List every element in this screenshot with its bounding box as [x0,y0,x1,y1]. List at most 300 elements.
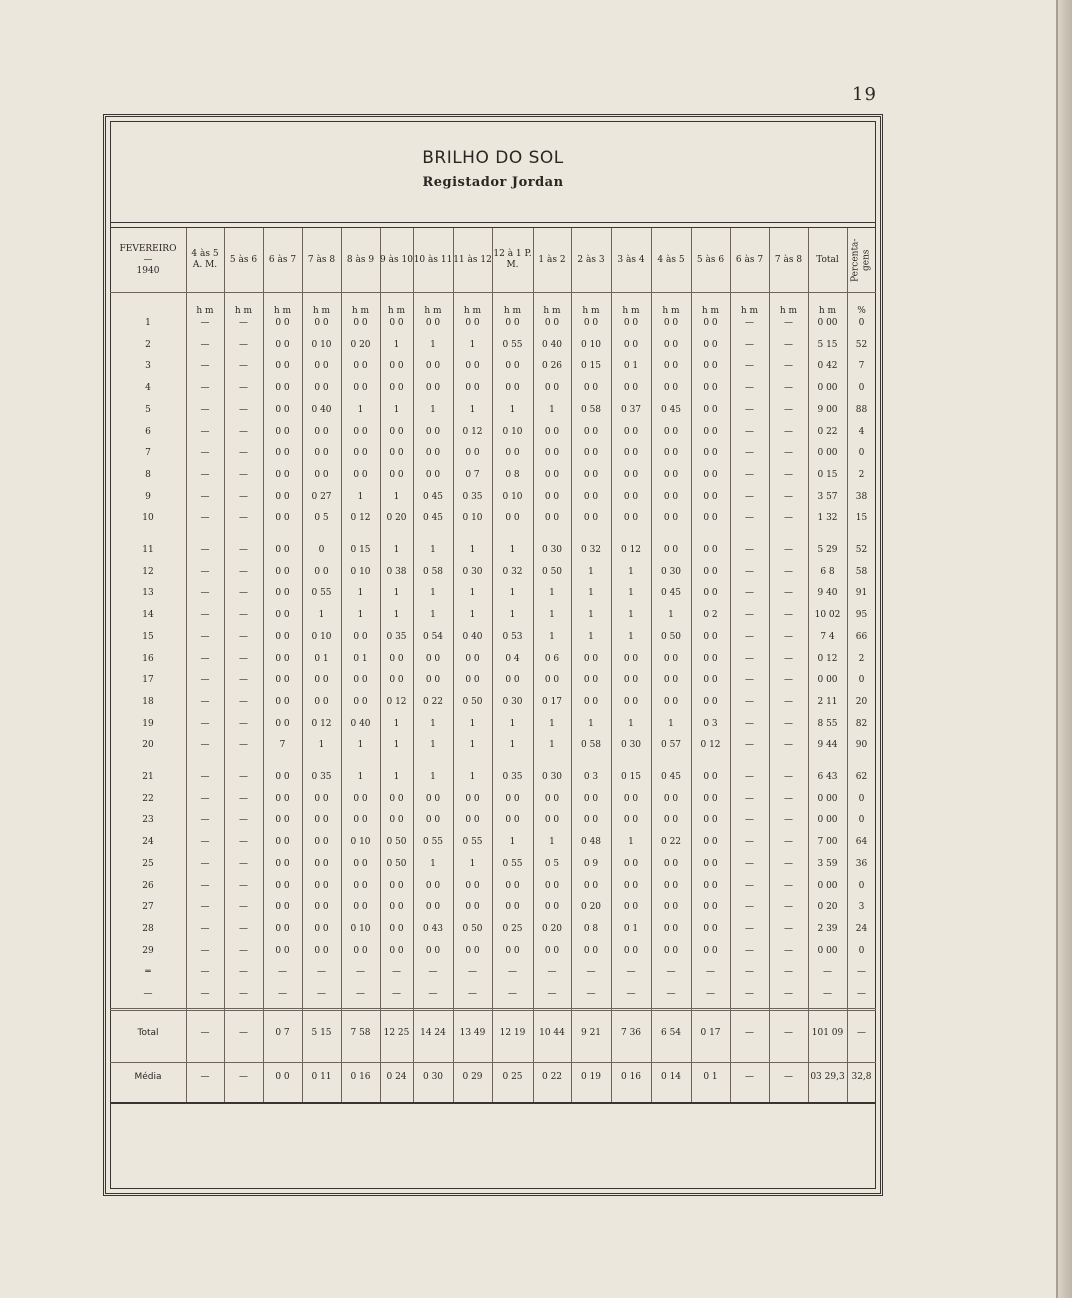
column-divider [224,228,225,1102]
table-cell: 1 [588,631,594,642]
table-cell: — [745,404,754,415]
table-cell: 1 [393,588,400,599]
table-cell: 1 [469,740,476,751]
table-cell: 0 0 [389,383,404,394]
total-cell: 12 19 [499,1028,526,1038]
table-cell: 0 40 [462,631,483,642]
table-cell: — [200,610,210,621]
table-cell: 0 0 [389,923,404,934]
table-cell: 1 [509,718,516,729]
header-month-line: — [143,254,153,265]
table-cell: — [200,383,210,394]
table-cell: 0 0 [703,426,718,437]
table-cell: 0 0 [465,361,480,372]
row-day-label: 14 [142,610,154,621]
table-cell: — [239,404,248,415]
unit-label: h m [701,306,720,316]
table-cell: 0 0 [425,469,441,480]
header-hour-column: 10 às 11 [413,254,453,265]
table-cell: 0 12 [620,545,642,555]
row-day-label: 5 [145,404,151,415]
table-cell: 0 0 [703,339,718,350]
table-cell: 0 0 [623,491,639,502]
table-cell: 0 40 [311,404,332,415]
row-day-label: 6 [145,426,151,437]
table-cell: 1 [393,718,400,729]
table-cell: 0 0 [623,426,639,437]
table-cell: 0 50 [541,566,563,577]
table-cell: 0 0 [703,772,718,782]
table-cell: 0 53 [502,631,523,642]
media-cell: 0 30 [422,1072,444,1082]
table-cell: — [239,880,248,891]
table-cell: 0 0 [703,858,718,869]
page-subtitle: Registador Jordan [422,175,564,190]
row-day-label: 24 [142,837,154,848]
column-divider [651,228,652,1102]
table-cell: 0 0 [703,361,718,372]
table-cell: 0 43 [422,923,444,934]
row-day-label: 23 [142,815,154,826]
table-cell: 95 [855,610,868,621]
table-cell: 0 0 [544,469,560,480]
unit-label: h m [582,306,600,316]
table-cell: — [784,383,793,394]
table-cell: 1 [628,718,634,729]
table-cell: — [239,675,248,686]
table-cell: 0 0 [353,469,368,480]
table-cell: 1 [588,610,594,621]
unit-label: h m [273,306,292,316]
table-cell: 0 40 [541,339,563,350]
table-cell: — [784,513,793,524]
table-cell: 0 0 [353,318,368,328]
table-cell: 0 12 [700,740,721,751]
table-cell: — [200,696,210,707]
table-cell: — [200,858,210,869]
table-cell: 62 [855,772,868,782]
media-cell: 0 22 [541,1072,563,1082]
table-cell: — [239,426,248,437]
table-cell: 0 0 [314,318,329,328]
table-cell: 0 0 [275,448,290,459]
table-cell: 1 [357,404,364,415]
total-cell: 7 58 [350,1028,371,1038]
row-day-label: ═ [145,967,151,978]
table-cell: 0 0 [314,837,329,848]
table-cell: 0 0 [623,513,639,524]
table-cell: 0 0 [465,902,480,913]
table-cell: — [784,945,793,956]
table-cell: — [745,545,754,555]
table-cell: 0 20 [541,923,563,934]
table-cell: 0 0 [663,945,679,956]
table-cell: 0 0 [389,815,404,826]
media-cell: 0 16 [350,1072,371,1082]
table-cell: 1 [549,588,555,599]
table-cell: 0 0 [505,513,520,524]
table-cell: — [823,989,832,999]
table-cell: 0 10 [462,513,483,524]
table-cell: 0 0 [465,880,480,891]
table-cell: 0 15 [580,361,602,372]
table-cell: 0 0 [389,653,404,664]
table-cell: 0 30 [660,566,682,577]
row-day-label: 2 [145,339,151,350]
row-divider [110,292,876,293]
column-divider [847,228,848,1102]
table-cell: — [239,696,248,707]
table-cell: — [784,858,793,869]
table-cell: 0 0 [703,675,718,686]
table-cell: — [200,545,210,555]
row-day-label: 9 [145,491,151,502]
table-cell: 0 45 [660,772,682,782]
table-cell: 0 0 [389,361,404,372]
table-cell: — [745,653,754,664]
table-cell: 9 00 [817,404,838,415]
table-cell: — [745,361,754,372]
table-cell: 0 0 [505,361,520,372]
table-cell: 0 00 [817,383,838,394]
table-cell: 0 55 [422,837,444,848]
media-cell: 0 11 [311,1072,332,1082]
table-cell: 0 0 [663,696,679,707]
table-cell: — [200,880,210,891]
table-cell: 0 0 [275,545,290,555]
table-cell: 0 0 [505,793,520,804]
table-cell: 0 30 [502,696,523,707]
table-cell: 1 [469,545,476,555]
header-hour-column: Total [816,254,839,265]
table-cell: — [239,858,248,869]
table-cell: 1 [628,610,634,621]
table-cell: 0 00 [817,318,838,328]
table-cell: — [200,339,210,350]
table-cell: — [239,793,248,804]
table-cell: 0 50 [386,858,407,869]
table-cell: 0 0 [583,318,599,328]
column-divider [769,228,770,1102]
table-cell: 0 0 [353,815,368,826]
table-cell: — [200,631,210,642]
table-cell: — [239,318,248,328]
table-cell: 0 0 [663,545,679,555]
media-cell: 0 14 [660,1072,682,1082]
table-cell: — [745,696,754,707]
table-cell: — [239,772,248,782]
table-cell: 1 [357,588,364,599]
table-cell: 0 5 [544,858,560,869]
table-cell: 0 0 [314,902,329,913]
table-cell: 0 0 [544,815,560,826]
table-cell: 0 10 [350,923,371,934]
table-cell: 0 32 [580,545,602,555]
table-cell: 1 [318,610,325,621]
table-cell: 0 0 [353,383,368,394]
table-cell: 0 0 [703,793,718,804]
table-cell: 0 0 [703,945,718,956]
unit-label: h m [543,306,561,316]
table-cell: 1 [393,740,400,751]
table-cell: — [200,653,210,664]
table-cell: 0 12 [817,653,838,664]
table-cell: 0 00 [817,945,838,956]
table-cell: 0 22 [422,696,444,707]
table-cell: 0 0 [544,318,560,328]
table-cell: 3 57 [817,491,838,502]
table-cell: 0 0 [275,361,290,372]
table-cell: 0 0 [275,880,290,891]
table-cell: 0 0 [314,793,329,804]
media-cell: 0 19 [580,1072,602,1082]
table-cell: 0 0 [425,361,441,372]
table-cell: 0 0 [314,815,329,826]
table-cell: — [239,566,248,577]
table-cell: — [239,491,248,502]
table-cell: 0 25 [502,923,523,934]
table-cell: 0 0 [505,945,520,956]
table-cell: 0 0 [275,469,290,480]
table-cell: — [784,837,793,848]
table-cell: 1 [469,718,476,729]
table-cell: 0 50 [386,837,407,848]
table-cell: 0 0 [663,880,679,891]
table-cell: 0 0 [389,448,404,459]
table-cell: 0 0 [583,426,599,437]
table-cell: 0 0 [623,902,639,913]
table-cell: 82 [855,718,868,729]
unit-label: h m [779,306,798,316]
table-cell: 0 0 [465,815,480,826]
table-cell: 0 0 [353,448,368,459]
header-month-year [110,228,186,292]
unit-label: h m [312,306,331,316]
table-cell: 0 0 [275,696,290,707]
table-cell: — [239,545,248,555]
table-cell: 0 0 [544,945,560,956]
table-cell: — [784,448,793,459]
column-divider [730,228,731,1102]
table-cell: 0 0 [505,383,520,394]
table-cell: 0 00 [817,880,838,891]
table-cell: — [745,772,754,782]
table-cell: — [428,989,438,999]
table-cell: 0 20 [580,902,602,913]
table-cell: — [706,989,715,999]
table-cell: 0 0 [314,880,329,891]
table-cell: 0 0 [583,696,599,707]
total-cell: — [239,1028,248,1038]
table-cell: 1 [393,404,400,415]
unit-label: h m [662,306,680,316]
table-cell: 1 [469,404,476,415]
table-cell: 0 0 [425,318,441,328]
table-cell: — [784,815,793,826]
table-cell: 0 0 [465,793,480,804]
table-cell: 1 [509,404,516,415]
row-day-label: 7 [145,448,151,459]
table-cell: 0 0 [275,858,290,869]
table-cell: — [784,610,793,621]
media-cell: 32,8 [851,1072,872,1082]
table-cell: 4 [858,426,865,437]
table-cell: — [784,426,793,437]
row-day-label: 21 [142,772,154,782]
table-cell: 1 [588,588,594,599]
header-hour-column: 6 às 7 [268,254,297,265]
row-day-label: 8 [145,469,151,480]
table-cell: 0 0 [703,696,718,707]
table-cell: 0 0 [703,837,718,848]
total-row-label: Total [137,1028,159,1038]
table-cell: 1 [430,545,436,555]
table-cell: 1 [430,588,436,599]
table-cell: 0 0 [623,383,639,394]
table-cell: 1 [509,545,516,555]
table-cell: 0 0 [275,718,290,729]
table-cell: 1 32 [817,513,838,524]
table-cell: 0 0 [275,793,290,804]
table-cell: — [200,989,210,999]
table-cell: 0 0 [275,902,290,913]
table-cell: 1 [628,837,634,848]
table-cell: 0 0 [505,318,520,328]
table-cell: 1 [549,610,555,621]
table-cell: 24 [855,923,868,934]
book-spine [1058,0,1072,1298]
table-cell: 0 00 [817,815,838,826]
table-cell: 0 0 [544,383,560,394]
table-cell: 2 11 [817,696,838,707]
table-cell: — [200,740,210,751]
table-cell: 0 [858,448,865,459]
table-cell: — [428,967,438,978]
table-cell: — [239,339,248,350]
table-cell: — [239,513,248,524]
table-cell: 1 [393,339,400,350]
table-cell: 0 20 [350,339,371,350]
table-cell: 0 [858,793,865,804]
table-cell: 0 0 [314,448,329,459]
table-cell: 0 0 [544,491,560,502]
table-cell: 0 0 [663,815,679,826]
total-cell: — [200,1028,210,1038]
table-cell: 0 0 [275,404,290,415]
row-day-label: 17 [142,675,154,686]
row-day-label: 1 [145,318,151,328]
table-cell: — [745,631,754,642]
header-percentages: Percenta-gens [850,238,872,282]
table-cell: 1 [430,610,436,621]
table-cell: 0 0 [465,653,480,664]
row-day-label: 4 [145,383,151,394]
table-cell: 0 55 [462,837,483,848]
table-cell: 0 [858,383,865,394]
table-cell: 0 0 [425,653,441,664]
table-cell: 7 4 [820,631,835,642]
table-cell: 0 0 [703,815,718,826]
table-cell: 0 0 [583,815,599,826]
table-cell: 1 [393,491,400,502]
table-cell: 0 7 [465,469,480,480]
table-cell: 1 [430,718,436,729]
table-cell: — [857,967,866,978]
table-cell: — [784,491,793,502]
table-cell: 1 [357,610,364,621]
table-cell: 0 3 [583,772,599,782]
table-cell: 0 10 [350,837,371,848]
table-cell: 0 0 [389,880,404,891]
table-cell: — [784,923,793,934]
table-cell: — [586,967,596,978]
header-hour-column: 4 às 5 [657,254,685,265]
table-cell: — [200,491,210,502]
table-cell: — [200,923,210,934]
table-cell: 0 0 [353,675,368,686]
table-cell: 0 0 [314,945,329,956]
table-cell: 0 0 [703,491,718,502]
table-cell: 0 0 [663,513,679,524]
total-cell: 0 7 [275,1028,290,1038]
header-month-line: 1940 [136,265,160,276]
table-cell: 0 0 [623,653,639,664]
table-cell: 0 58 [580,740,602,751]
table-cell: 0 35 [462,491,483,502]
table-cell: 0 5 [314,513,329,524]
table-cell: 1 [628,631,634,642]
total-cell: 5 15 [311,1028,332,1038]
table-cell: 0 0 [425,383,441,394]
table-cell: 0 0 [275,513,290,524]
table-cell: 0 0 [389,945,404,956]
media-cell: 0 24 [386,1072,407,1082]
table-cell: — [745,566,754,577]
table-cell: 1 [588,566,594,577]
header-hour-column: 5 às 6 [696,254,725,265]
row-day-label: 26 [142,880,154,891]
table-cell: 1 [357,491,364,502]
table-cell: 0 42 [817,361,838,372]
table-cell: 0 0 [544,880,560,891]
table-cell: — [200,361,210,372]
table-cell: — [784,588,793,599]
table-cell: 0 0 [275,339,290,350]
table-cell: — [239,989,248,999]
table-cell: 0 0 [314,469,329,480]
total-cell: 9 21 [580,1028,602,1038]
table-cell: — [200,675,210,686]
table-cell: 0 57 [660,740,682,751]
table-cell: 0 [318,545,325,555]
table-cell: — [508,989,517,999]
table-cell: — [200,588,210,599]
table-cell: 0 0 [314,675,329,686]
table-cell: — [200,902,210,913]
table-cell: — [784,631,793,642]
table-cell: — [745,880,754,891]
page-number: 19 [852,84,877,105]
table-cell: — [745,793,754,804]
table-cell: 6 43 [817,772,838,782]
header-hour-column: 6 às 7 [735,254,764,265]
table-cell: 1 [469,339,476,350]
table-cell: 0 0 [703,545,718,555]
table-cell: 1 [509,837,516,848]
table-cell: — [200,837,210,848]
table-cell: 0 0 [703,902,718,913]
table-cell: 0 15 [620,772,642,782]
